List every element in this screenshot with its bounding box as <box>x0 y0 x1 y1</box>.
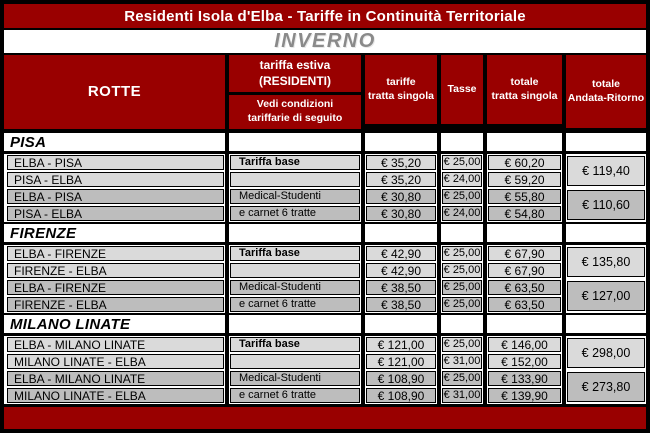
section-title-firenze: FIRENZE <box>4 222 225 245</box>
tariff-type-cell: e carnet 6 tratte <box>230 388 360 403</box>
fare-cell: € 35,20 <box>366 172 436 187</box>
col-header-totale-tratta-singola <box>487 55 562 129</box>
table-header <box>4 55 646 131</box>
tariff-type-cell: Medical-Studenti <box>230 371 360 386</box>
tariffa-estiva-label <box>229 55 361 95</box>
route-cell: ELBA - MILANO LINATE <box>7 371 224 386</box>
season-label: INVERNO <box>274 30 376 52</box>
tax-cell: € 31,00 <box>443 355 481 367</box>
fare-cell: € 35,20 <box>366 155 436 170</box>
column-divider <box>562 131 566 404</box>
route-cell: FIRENZE - ELBA <box>7 297 224 312</box>
section-spacer <box>487 313 562 336</box>
section-spacer <box>566 313 646 336</box>
section-spacer <box>365 131 437 154</box>
tariff-type-cell: Tariffa base <box>230 246 360 261</box>
tax-cell: € 25,00 <box>443 298 481 310</box>
column-divider <box>361 131 365 404</box>
tax-cell: € 24,00 <box>443 207 481 219</box>
fare-cell: € 42,90 <box>366 263 436 278</box>
page-title: Residenti Isola d'Elba - Tariffe in Continuità Territoriale <box>4 4 646 30</box>
route-cell: FIRENZE - ELBA <box>7 263 224 278</box>
section-spacer <box>487 131 562 154</box>
tax-cell: € 25,00 <box>443 281 481 293</box>
tariff-type-cell: Medical-Studenti <box>230 280 360 295</box>
fare-cell: € 121,00 <box>366 354 436 369</box>
section-spacer <box>566 131 646 154</box>
fare-cell: € 38,50 <box>366 280 436 295</box>
tariffa-note-line1: Vedi condizioni <box>256 98 334 111</box>
section-spacer <box>566 222 646 245</box>
roundtrip-cell: € 110,60 <box>567 190 645 220</box>
fare-cell: € 38,50 <box>366 297 436 312</box>
section-spacer <box>365 313 437 336</box>
table-body <box>4 131 646 404</box>
route-cell: ELBA - PISA <box>7 155 224 170</box>
roundtrip-cell: € 273,80 <box>567 372 645 402</box>
tariff-type-cell: Medical-Studenti <box>230 189 360 204</box>
tax-cell: € 25,00 <box>443 156 481 168</box>
tariff-type-cell <box>230 263 360 278</box>
col-header-tasse <box>441 55 483 129</box>
total-cell: € 146,00 <box>488 337 561 352</box>
tariffa-note-label <box>229 95 361 129</box>
tariffe-line1: tariffe <box>386 76 416 89</box>
total-cell: € 55,80 <box>488 189 561 204</box>
tax-cell: € 24,00 <box>443 173 481 185</box>
route-cell: PISA - ELBA <box>7 172 224 187</box>
tariffa-estiva-line1: tariffa estiva <box>259 57 331 72</box>
section-spacer <box>487 222 562 245</box>
section-spacer <box>229 313 361 336</box>
tariff-type-cell: e carnet 6 tratte <box>230 297 360 312</box>
tasse-label: Tasse <box>447 82 477 95</box>
roundtrip-cell: € 127,00 <box>567 281 645 311</box>
route-cell: ELBA - FIRENZE <box>7 280 224 295</box>
tax-cell: € 25,00 <box>443 338 481 350</box>
totale-line1: totale <box>510 76 539 89</box>
column-divider <box>225 131 229 404</box>
section-spacer <box>229 222 361 245</box>
section-spacer <box>365 222 437 245</box>
section-spacer <box>441 222 483 245</box>
total-cell: € 54,80 <box>488 206 561 221</box>
fare-cell: € 30,80 <box>366 189 436 204</box>
col-header-tariffe-tratta-singola <box>365 55 437 129</box>
fare-cell: € 30,80 <box>366 206 436 221</box>
total-cell: € 59,20 <box>488 172 561 187</box>
totale-ar-line2: Andata-Ritorno <box>567 91 645 104</box>
section-title-pisa: PISA <box>4 131 225 154</box>
fare-cell: € 108,90 <box>366 388 436 403</box>
col-header-totale-andata-ritorno <box>566 55 646 129</box>
total-cell: € 67,90 <box>488 246 561 261</box>
tariffe-line2: tratta singola <box>368 89 434 102</box>
route-cell: MILANO LINATE - ELBA <box>7 354 224 369</box>
total-cell: € 133,90 <box>488 371 561 386</box>
tariff-type-cell <box>230 172 360 187</box>
section-spacer <box>441 313 483 336</box>
roundtrip-cell: € 119,40 <box>567 156 645 186</box>
tariff-type-cell: e carnet 6 tratte <box>230 206 360 221</box>
total-cell: € 139,90 <box>488 388 561 403</box>
column-divider <box>437 131 441 404</box>
col-header-rotte: ROTTE <box>87 82 142 100</box>
tariffa-estiva-line2: (RESIDENTI) <box>259 73 331 88</box>
fare-cell: € 108,90 <box>366 371 436 386</box>
tax-cell: € 25,00 <box>443 264 481 276</box>
tariff-type-cell: Tariffa base <box>230 337 360 352</box>
tax-cell: € 25,00 <box>443 247 481 259</box>
section-spacer <box>441 131 483 154</box>
route-cell: PISA - ELBA <box>7 206 224 221</box>
tariff-type-cell <box>230 354 360 369</box>
fare-cell: € 42,90 <box>366 246 436 261</box>
roundtrip-cell: € 135,80 <box>567 247 645 277</box>
column-divider <box>483 131 487 404</box>
totale-ar-line1: totale <box>591 78 620 91</box>
tariffa-note-line2: tariffarie di seguito <box>247 112 343 124</box>
total-cell: € 63,50 <box>488 280 561 295</box>
route-cell: ELBA - MILANO LINATE <box>7 337 224 352</box>
total-cell: € 152,00 <box>488 354 561 369</box>
tax-cell: € 31,00 <box>443 389 481 401</box>
tax-cell: € 25,00 <box>443 190 481 202</box>
total-cell: € 60,20 <box>488 155 561 170</box>
section-spacer <box>229 131 361 154</box>
total-cell: € 63,50 <box>488 297 561 312</box>
footer-bar <box>4 404 646 429</box>
totale-line2: tratta singola <box>491 89 558 102</box>
total-cell: € 67,90 <box>488 263 561 278</box>
route-cell: MILANO LINATE - ELBA <box>7 388 224 403</box>
section-title-milano-linate: MILANO LINATE <box>4 313 225 336</box>
route-cell: ELBA - FIRENZE <box>7 246 224 261</box>
route-cell: ELBA - PISA <box>7 189 224 204</box>
tariff-type-cell: Tariffa base <box>230 155 360 170</box>
tax-cell: € 25,00 <box>443 372 481 384</box>
col-header-tariffa-estiva <box>229 55 361 129</box>
fare-cell: € 121,00 <box>366 337 436 352</box>
season-bar <box>4 30 646 55</box>
roundtrip-cell: € 298,00 <box>567 338 645 368</box>
